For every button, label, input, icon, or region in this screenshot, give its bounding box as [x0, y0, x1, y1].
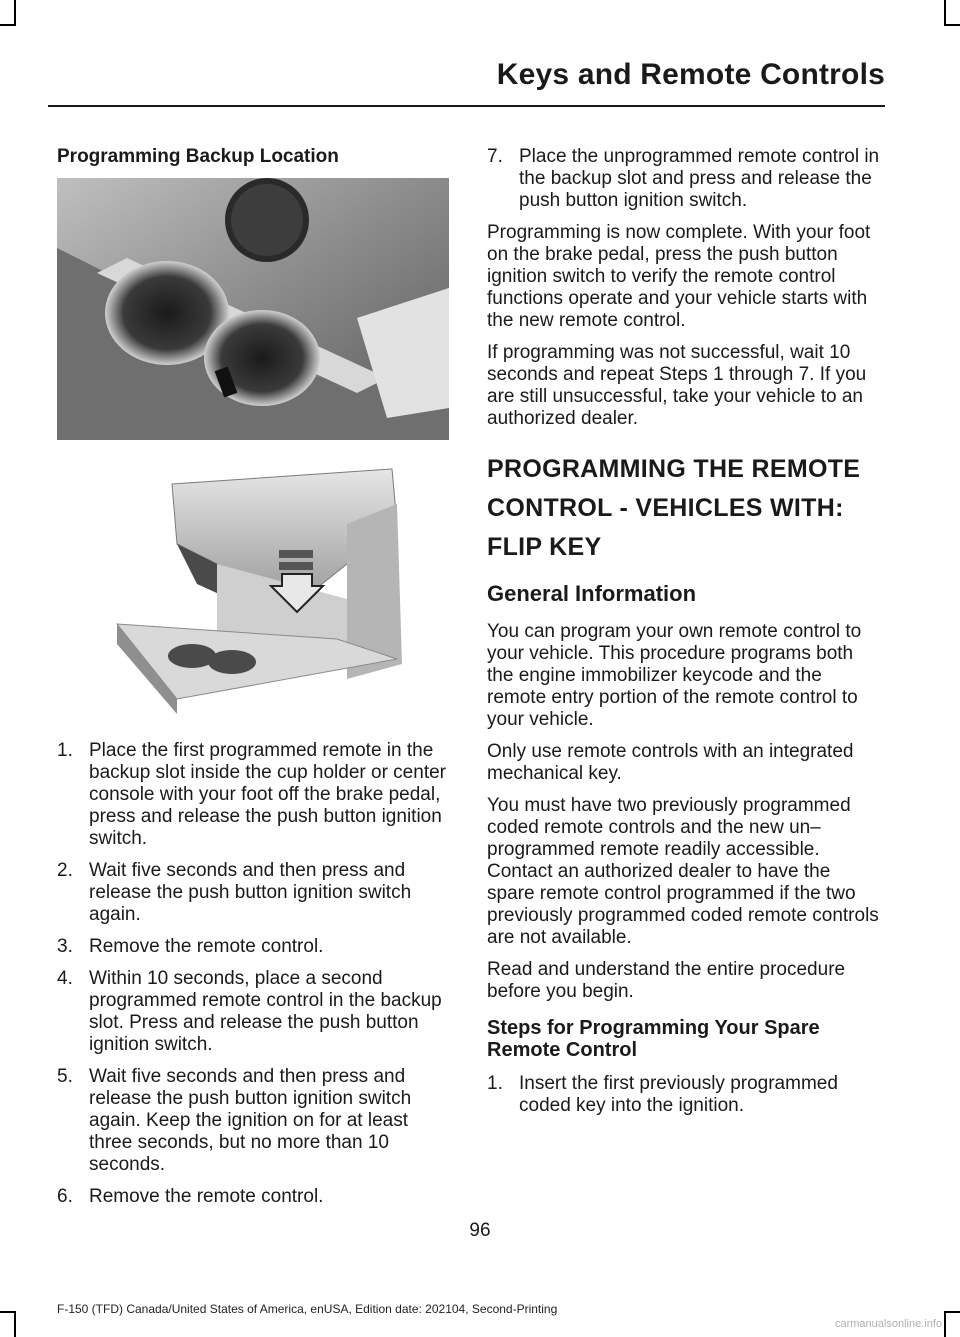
step-number: 6.	[57, 1186, 73, 1207]
section-title-line: FLIP KEY	[487, 533, 602, 561]
steps-heading: Steps for Programming Your Spare Remote Control	[487, 1017, 820, 1061]
step-text: Wait five seconds and then press and release the push button ignition switch again.	[89, 860, 412, 925]
step-seven-list	[487, 146, 883, 212]
list-item	[57, 860, 449, 926]
right-column	[487, 146, 883, 1127]
step-number: 1.	[57, 740, 73, 761]
page-header-title: Keys and Remote Controls	[496, 58, 885, 91]
step-number: 5.	[57, 1066, 73, 1087]
step-text: Place the first programmed remote in the backup slot inside the cup holder or center console with your foot off the brake pedal, press and release the push button ignition switch.	[89, 740, 446, 849]
general-information-heading: General Information	[487, 581, 697, 606]
center-console-illustration	[57, 464, 449, 720]
list-item	[487, 146, 883, 212]
step-number: 4.	[57, 968, 73, 989]
crop-mark	[944, 0, 946, 26]
watermark: carmanualsonline.info	[834, 1318, 942, 1330]
step-number: 2.	[57, 860, 73, 881]
step-text: Remove the remote control.	[89, 936, 324, 957]
step-text: Within 10 seconds, place a second programmed remote control in the backup slot. Press and release the push button ignition switch.	[89, 968, 442, 1055]
header-rule	[48, 105, 885, 107]
list-item	[57, 968, 449, 1056]
list-item	[57, 936, 449, 958]
subheading-backup-location: Programming Backup Location	[57, 146, 339, 167]
crop-mark	[0, 24, 16, 26]
step-text: Wait five seconds and then press and release the push button ignition switch again. Keep the ignition on for at least three seconds, but no more than 10 seconds.	[89, 1066, 412, 1175]
spare-steps-list	[487, 1073, 883, 1117]
backup-steps-list	[57, 740, 449, 1208]
section-title-line: CONTROL - VEHICLES WITH:	[487, 494, 844, 522]
crop-mark	[944, 1311, 960, 1313]
paragraph-read-procedure: Read and understand the entire procedure before you begin.	[487, 959, 846, 1002]
cup-holder-illustration	[57, 178, 449, 440]
list-item	[57, 740, 449, 850]
page-number: 96	[469, 1220, 491, 1241]
crop-mark	[0, 1311, 16, 1313]
step-number: 1.	[487, 1073, 503, 1094]
left-column	[57, 146, 449, 1218]
list-item	[57, 1066, 449, 1176]
step-text: Place the unprogrammed remote control in the backup slot and press and release the push button ignition switch.	[519, 146, 880, 211]
paragraph-integrated-key: Only use remote controls with an integrated mechanical key.	[487, 741, 854, 784]
paragraph-complete: Programming is now complete. With your foot on the brake pedal, press the push button ignition switch to verify the remote control functions operate and your vehicle starts with the new remote control.	[487, 222, 871, 331]
step-text: Insert the first previously programmed coded key into the ignition.	[519, 1073, 838, 1116]
paragraph-program-own: You can program your own remote control to your vehicle. This procedure programs both the engine immobilizer keycode and the remote entry portion of the remote control to your vehicle.	[487, 621, 862, 730]
paragraph-two-remotes: You must have two previously programmed coded remote controls and the new un–programmed remote readily accessible. Contact an authorized dealer to have the spare remote control programmed if the two previously programmed coded remote controls are not available.	[487, 795, 879, 948]
step-text: Remove the remote control.	[89, 1186, 324, 1207]
section-title-line: PROGRAMMING THE REMOTE	[487, 455, 861, 483]
footer-edition: F-150 (TFD) Canada/United States of America, enUSA, Edition date: 202104, Second-Printing	[57, 1302, 558, 1316]
paragraph-not-successful: If programming was not successful, wait 10 seconds and repeat Steps 1 through 7. If you are still unsuccessful, take your vehicle to an authorized dealer.	[487, 342, 867, 429]
step-number: 3.	[57, 936, 73, 957]
section-title	[487, 454, 883, 563]
list-item	[57, 1186, 449, 1208]
step-number: 7.	[487, 146, 503, 167]
crop-mark	[14, 1313, 16, 1337]
crop-mark	[944, 1313, 946, 1337]
list-item	[487, 1073, 883, 1117]
crop-mark	[944, 24, 960, 26]
crop-mark	[14, 0, 16, 26]
